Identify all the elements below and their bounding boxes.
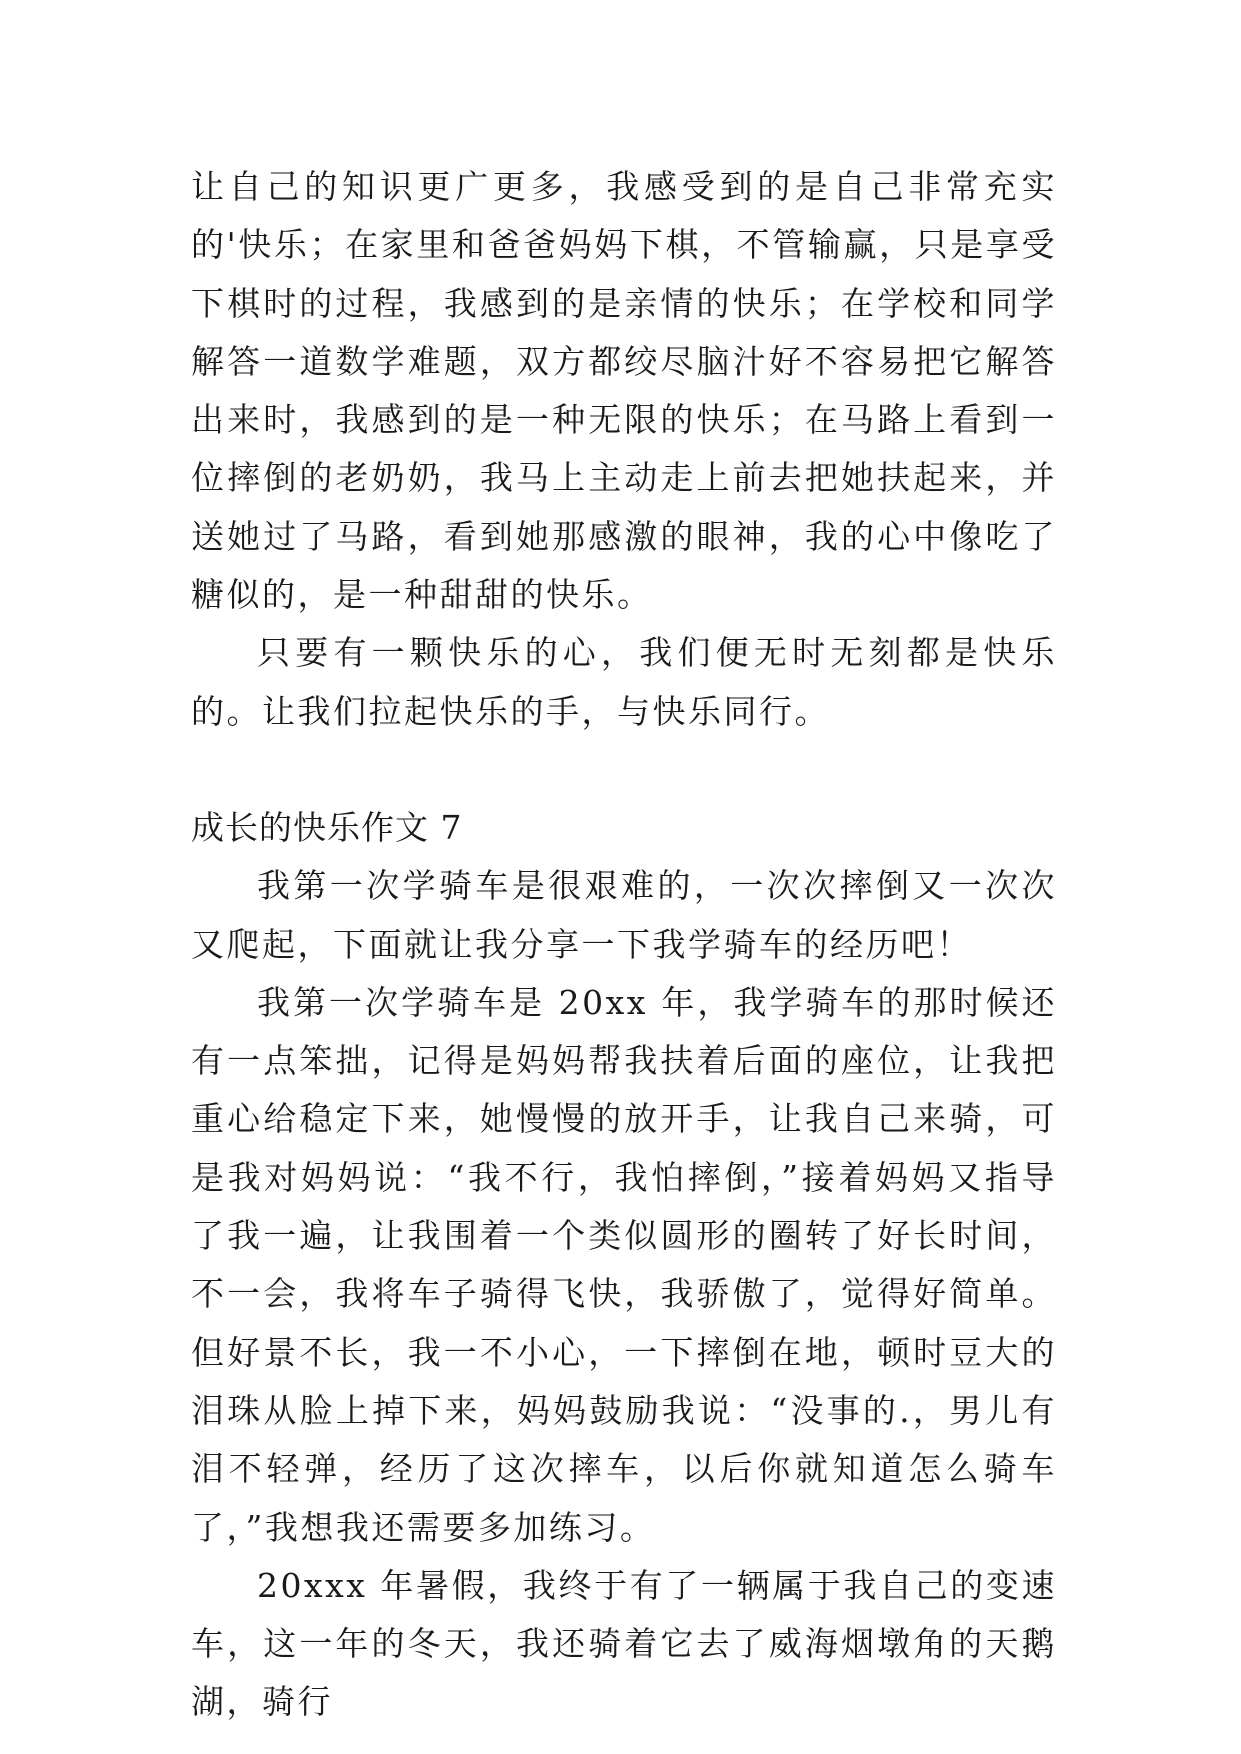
paragraph-learning-to-ride-intro: 我第一次学骑车是很艰难的，一次次摔倒又一次次又爬起，下面就让我分享一下我学骑车的经历吧！ [191,866,1057,964]
paragraph-happy-heart: 只要有一颗快乐的心，我们便无时无刻都是快乐的。让我们拉起快乐的手，与快乐同行。 [191,633,1057,731]
essay-heading: 成长的快乐作文 7 [191,807,463,847]
paragraph-first-ride: 我第一次学骑车是 20xx 年，我学骑车的那时候还有一点笨拙，记得是妈妈帮我扶着后面的座位，让我把重心给稳定下来，她慢慢的放开手，让我自己来骑，可是我对妈妈说：“我不行，我怕摔倒，”接着妈妈又指导了我一遍，让我围着一个类似圆形的圈转了好长时间，不一会，我将车子骑得飞快，我骄傲了，觉得好简单。但好景不长，我一不小心，一下摔倒在地，顿时豆大的泪珠从脸上掉下来，妈妈鼓励我说：“没事的.，男儿有泪不轻弹，经历了这次摔车，以后你就知道怎么骑车了，”我想我还需要多加练习。 [191,982,1057,1547]
paragraph-summer-bike: 20xxx 年暑假，我终于有了一辆属于我自己的变速车，这一年的冬天，我还骑着它去了威海烟墩角的天鹅湖，骑行 [191,1565,1057,1722]
document-body [191,158,1057,1732]
paragraph-happiness-examples: 让自己的知识更广更多，我感受到的是自己非常充实的'快乐；在家里和爸爸妈妈下棋，不管输赢，只是享受下棋时的过程，我感到的是亲情的快乐；在学校和同学解答一道数学难题，双方都绞尽脑汁好不容易把它解答出来时，我感到的是一种无限的快乐；在马路上看到一位摔倒的老奶奶，我马上主动走上前去把她扶起来，并送她过了马路，看到她那感激的眼神，我的心中像吃了糖似的，是一种甜甜的快乐。 [191,167,1057,615]
